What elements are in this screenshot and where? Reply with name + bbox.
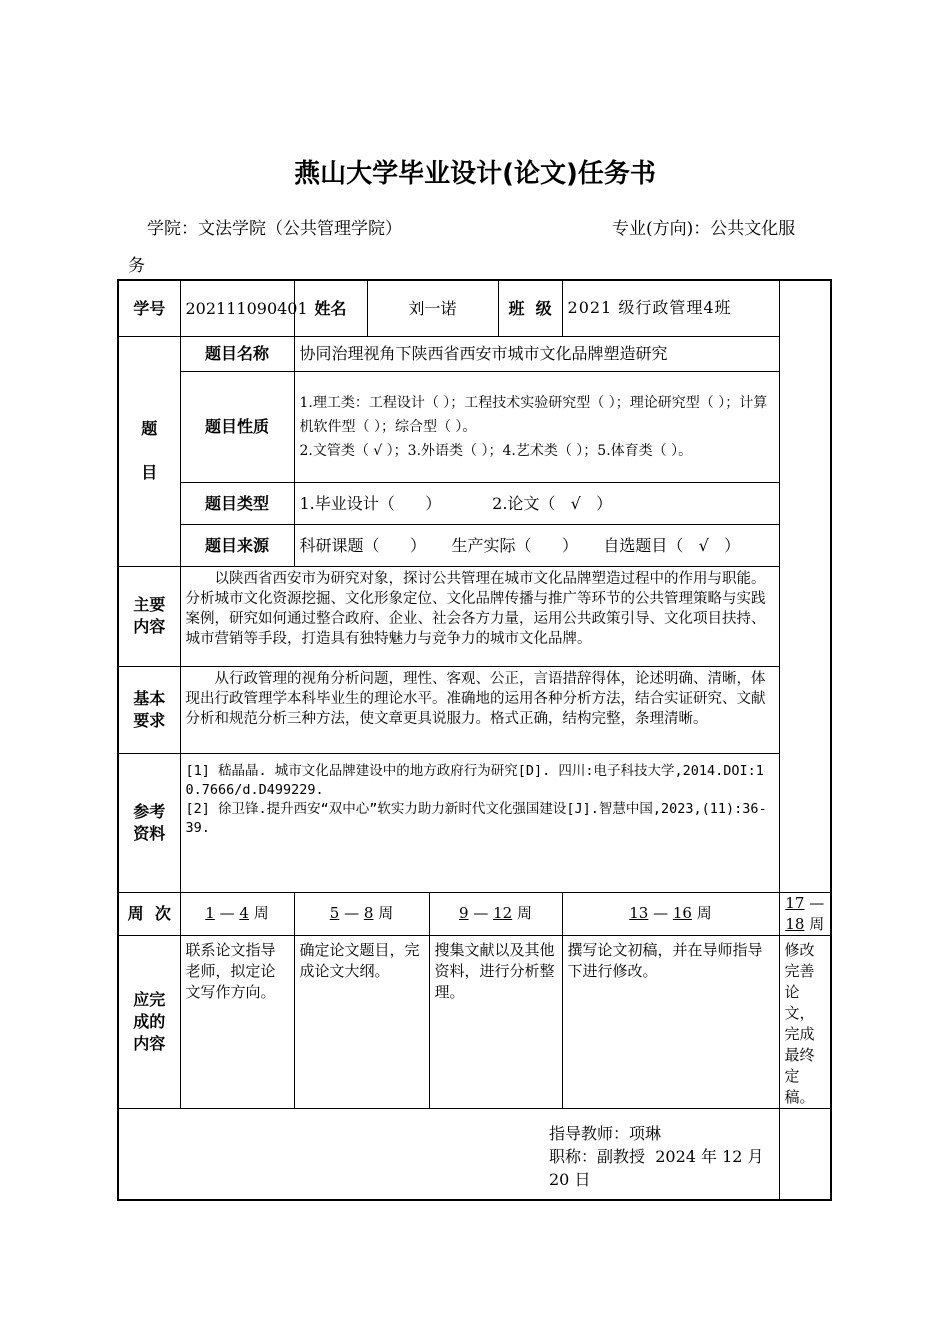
sign-date: 2024 年 12 月 20 日: [549, 1147, 764, 1189]
task-cell: 搜集文献以及其他资料，进行分析整理。: [429, 935, 562, 1108]
signature-block: [118, 1108, 779, 1200]
major-value-part1: 公共文化服: [710, 219, 796, 239]
tasks-row: [118, 935, 831, 1108]
topic-source: 科研课题（ ） 生产实际（ ） 自选题目（ √ ）: [294, 524, 779, 566]
content-label: 主要 内容: [118, 566, 180, 666]
task-cell: 修改完善论文，完成最终定稿。: [779, 935, 831, 1108]
signature-row: [118, 1108, 831, 1200]
major-value-part2: 务: [128, 256, 145, 276]
topic-name: 协同治理视角下陕西省西安市城市文化品牌塑造研究: [294, 336, 779, 371]
tasks-label: 应完 成的 内容: [118, 935, 180, 1108]
topic-source-label: 题目来源: [180, 524, 294, 566]
student-row: [118, 280, 831, 336]
student-id-label: 学号: [118, 280, 180, 336]
topic-nature-line1: 1.理工类：工程设计（ ）；工程技术实验研究型（ ）；理论研究型（ ）；计算机软件型（ ）；综合型（ ）。: [299, 394, 768, 435]
major-line: [612, 214, 795, 239]
task-table: [117, 279, 832, 1201]
task-cell: 确定论文题目，完成论文大纲。: [294, 935, 429, 1108]
requirements-row: [118, 666, 831, 753]
college-line: [147, 214, 402, 239]
class-value: 2021 级行政管理4班: [562, 280, 779, 336]
week-row: [118, 892, 831, 935]
week-cell: 17 — 18 周: [779, 892, 831, 935]
week-cell: 5 — 8 周: [294, 892, 429, 935]
title-date-line: 职称：副教授 2024 年 12 月 20 日: [549, 1147, 764, 1189]
topic-type-label: 题目类型: [180, 482, 294, 524]
reference-item: [1] 嵇晶晶. 城市文化品牌建设中的地方政府行为研究[D]. 四川:电子科技大学,2014.DOI:10.7666/d.D499229.: [185, 762, 764, 798]
topic-nature-line2: 2.文管类（ √ ）；3.外语类（ ）；4.艺术类（ ）；5.体育类（ ）。: [299, 442, 693, 459]
student-name: 刘一诺: [367, 280, 498, 336]
week-cell: 13 — 16 周: [562, 892, 779, 935]
reference-item: [2] 徐卫锋.提升西安“双中心”软实力助力新时代文化强国建设[J].智慧中国,2023,(11):36-39.: [185, 800, 767, 836]
references-list: [180, 753, 779, 892]
topic-type-row: [118, 482, 831, 524]
topic-nature-row: [118, 371, 831, 482]
advisor-line: 指导教师：项琳: [549, 1124, 662, 1143]
week-cell: 1 — 4 周: [180, 892, 294, 935]
content-row: [118, 566, 831, 666]
topic-nature-label: 题目性质: [180, 371, 294, 482]
college-value: 文法学院（公共管理学院）: [198, 219, 402, 239]
advisor-name: 项琳: [629, 1124, 662, 1143]
major-label: 专业(方向)：: [612, 219, 711, 239]
topic-name-row: [118, 336, 831, 371]
document-title: 燕山大学毕业设计(论文)任务书: [294, 159, 656, 189]
student-name-label: 姓名: [294, 280, 367, 336]
topic-type: 1.毕业设计（ ） 2.论文（ √ ）: [294, 482, 779, 524]
topic-source-row: [118, 524, 831, 566]
week-label: 周 次: [118, 892, 180, 935]
requirements-text: 从行政管理的视角分析问题，理性、客观、公正，言语措辞得体，论述明确、清晰，体现出行政管理学本科毕业生的理论水平。准确地的运用各种分析方法，结合实证研究、文献分析和规范分析三种方法，使文章更具说服力。格式正确，结构完整，条理清晰。: [180, 666, 779, 753]
student-id: 202111090401: [180, 280, 294, 336]
references-label: 参考 资料: [118, 753, 180, 892]
topic-nature: [294, 371, 779, 482]
college-label: 学院：: [147, 219, 198, 239]
week-cell: 9 — 12 周: [429, 892, 562, 935]
topic-name-label: 题目名称: [180, 336, 294, 371]
task-cell: 联系论文指导老师，拟定论文写作方向。: [180, 935, 294, 1108]
content-text: 以陕西省西安市为研究对象，探讨公共管理在城市文化品牌塑造过程中的作用与职能。分析城市文化资源挖掘、文化形象定位、文化品牌传播与推广等环节的公共管理策略与实践案例，研究如何通过整合政府、企业、社会各方力量，运用公共政策引导、文化项目扶持、城市营销等手段，打造具有独特魅力与竞争力的城市文化品牌。: [180, 566, 779, 666]
topic-section-label: 题 目: [118, 336, 180, 566]
task-cell: 撰写论文初稿，并在导师指导下进行修改。: [562, 935, 779, 1108]
advisor-title: 副教授: [597, 1147, 646, 1166]
references-row: [118, 753, 831, 892]
class-label: 班 级: [498, 280, 562, 336]
requirements-label: 基本 要求: [118, 666, 180, 753]
